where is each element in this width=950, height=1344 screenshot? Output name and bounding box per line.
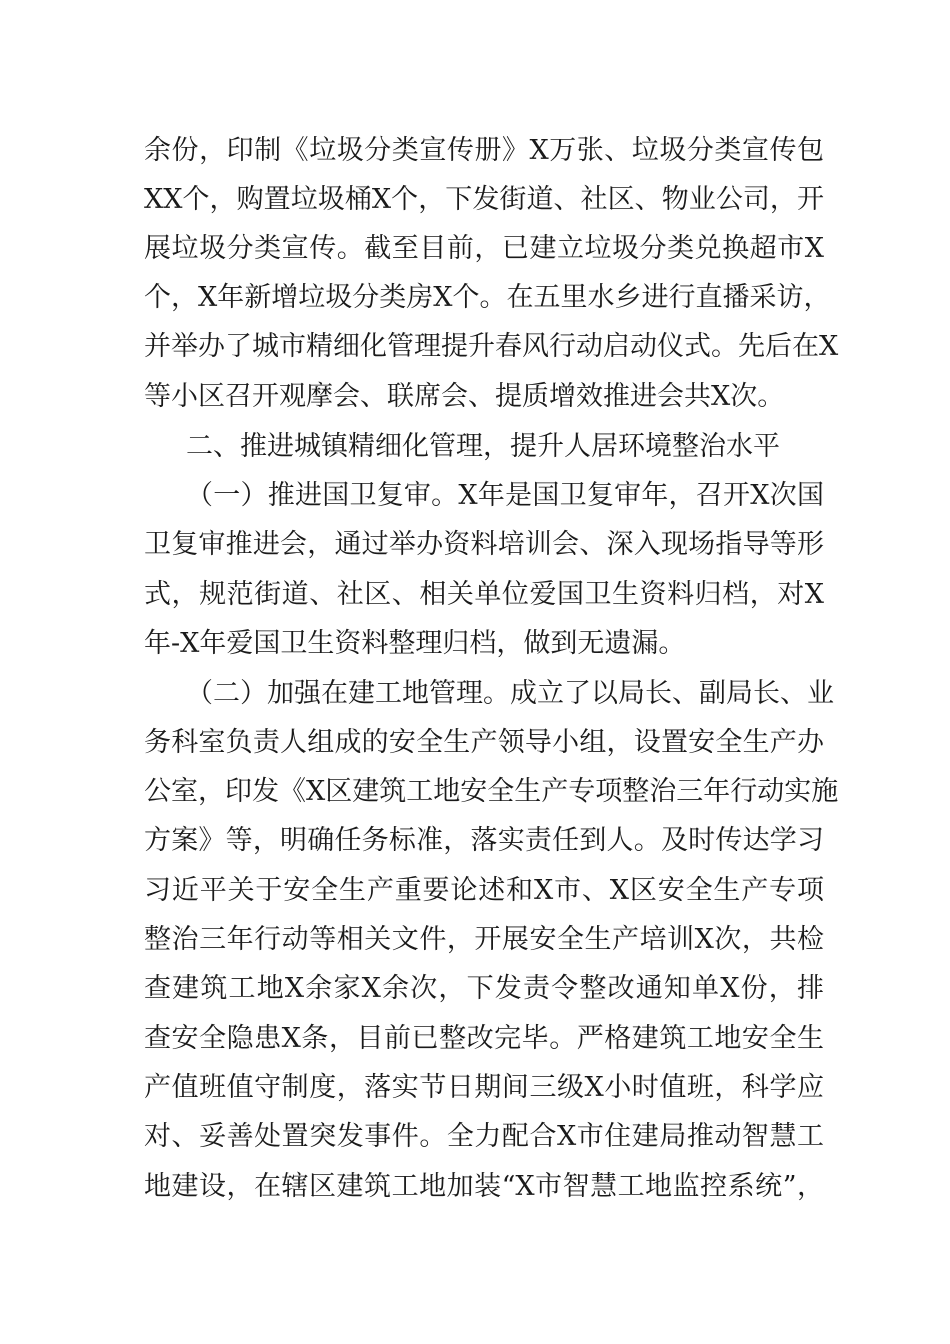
text-line: XX个，购置垃圾桶X个，下发街道、社区、物业公司，开 xyxy=(144,184,824,215)
text-line: 整治三年行动等相关文件，开展安全生产培训X次，共检 xyxy=(144,924,824,955)
text-line: 式，规范街道、社区、相关单位爱国卫生资料归档，对X xyxy=(144,579,824,610)
text-line: 等小区召开观摩会、联席会、提质增效推进会共X次。 xyxy=(144,381,785,412)
text-line: 公室，印发《X区建筑工地安全生产专项整治三年行动实施 xyxy=(144,776,839,807)
text-line: 余份，印制《垃圾分类宣传册》X万张、垃圾分类宣传包 xyxy=(144,135,824,166)
text-line: 并举办了城市精细化管理提升春风行动启动仪式。先后在X xyxy=(144,331,839,362)
text-line: 方案》等，明确任务标准，落实责任到人。及时传达学习 xyxy=(144,825,824,856)
text-line: 查安全隐患X条，目前已整改完毕。严格建筑工地安全生 xyxy=(144,1023,824,1054)
text-line: 务科室负责人组成的安全生产领导小组，设置安全生产办 xyxy=(144,727,824,758)
text-line: 年-X年爱国卫生资料整理归档，做到无遗漏。 xyxy=(144,628,686,659)
text-line: 产值班值守制度，落实节日期间三级X小时值班，科学应 xyxy=(144,1072,824,1103)
paragraph-start: （一）推进国卫复审。X年是国卫复审年，召开X次国 xyxy=(186,480,824,511)
text-line: 习近平关于安全生产重要论述和X市、X区安全生产专项 xyxy=(144,875,824,906)
text-line: 地建设，在辖区建筑工地加装“X市智慧工地监控系统”， xyxy=(144,1171,824,1202)
section-heading: 二、推进城镇精细化管理，提升人居环境整治水平 xyxy=(186,431,780,462)
text-line: 展垃圾分类宣传。截至目前，已建立垃圾分类兑换超市X xyxy=(144,233,824,264)
text-line: 查建筑工地X余家X余次，下发责令整改通知单X份，排 xyxy=(144,973,824,1004)
text-line: 对、妥善处置突发事件。全力配合X市住建局推动智慧工 xyxy=(144,1121,824,1152)
paragraph-start: （二）加强在建工地管理。成立了以局长、副局长、业 xyxy=(186,678,834,709)
text-line: 卫复审推进会，通过举办资料培训会、深入现场指导等形 xyxy=(144,529,824,560)
text-line: 个，X年新增垃圾分类房X个。在五里水乡进行直播采访， xyxy=(144,282,831,313)
